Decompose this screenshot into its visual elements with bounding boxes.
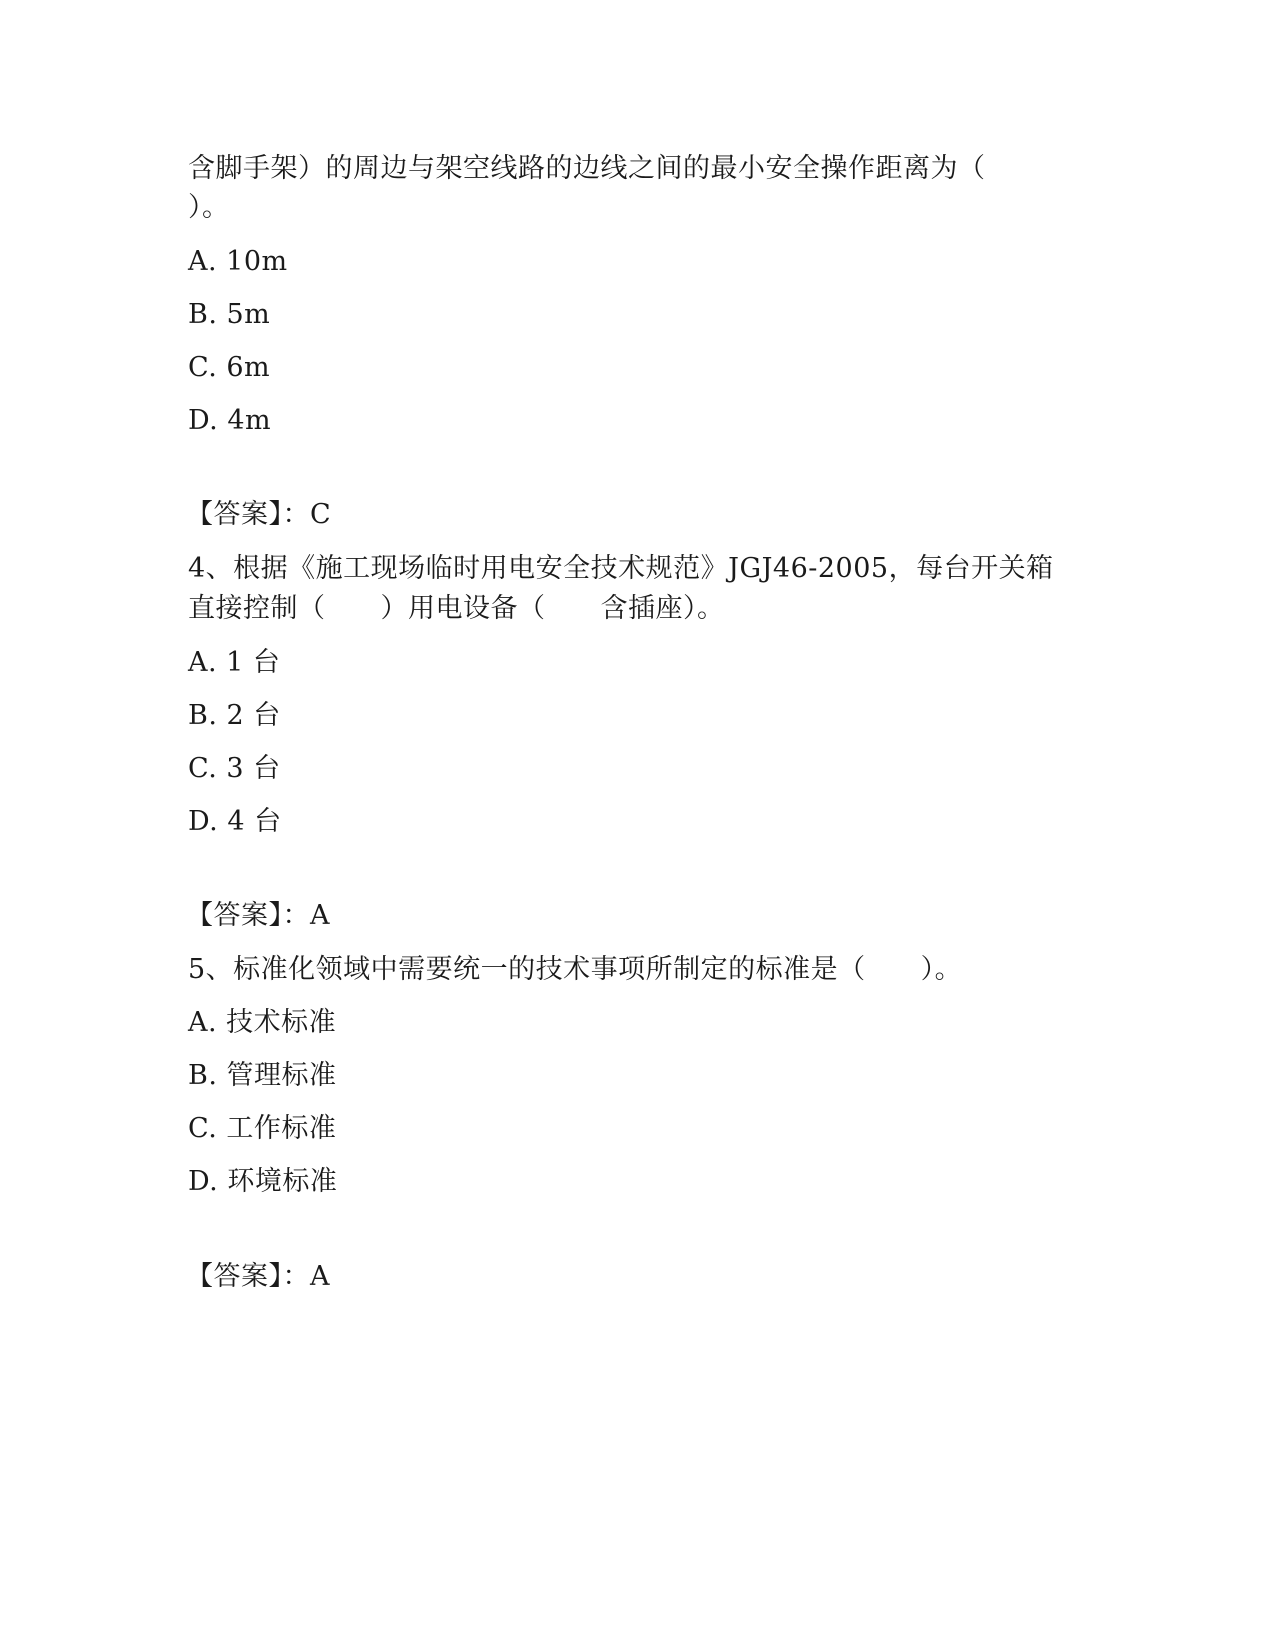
q4-option-a: A. 1 台 bbox=[188, 647, 281, 678]
q4-stem-line1: 4、根据《施工现场临时用电安全技术规范》JGJ46-2005，每台开关箱 bbox=[188, 553, 1054, 584]
q4-option-c: C. 3 台 bbox=[188, 753, 281, 784]
q4-answer: 【答案】：A bbox=[186, 900, 330, 931]
q5-option-b: B. 管理标准 bbox=[188, 1060, 337, 1091]
q4-stem-line2: 直接控制（ ）用电设备（ 含插座）。 bbox=[188, 593, 725, 624]
q4-option-d: D. 4 台 bbox=[188, 806, 282, 837]
q5-option-c: C. 工作标准 bbox=[188, 1113, 337, 1144]
q5-stem: 5、标准化领域中需要统一的技术事项所制定的标准是（ ）。 bbox=[188, 954, 963, 985]
q3-option-b: B. 5m bbox=[188, 299, 271, 330]
q5-option-d: D. 环境标准 bbox=[188, 1166, 338, 1197]
q3-option-d: D. 4m bbox=[188, 405, 272, 436]
q3-stem-line1: 含脚手架）的周边与架空线路的边线之间的最小安全操作距离为（ bbox=[188, 153, 986, 184]
q5-answer: 【答案】：A bbox=[186, 1261, 330, 1292]
q3-option-a: A. 10m bbox=[188, 246, 288, 277]
q3-answer: 【答案】：C bbox=[186, 499, 332, 530]
q3-option-c: C. 6m bbox=[188, 352, 271, 383]
q3-stem-line2: ）。 bbox=[188, 192, 230, 223]
q5-option-a: A. 技术标准 bbox=[188, 1007, 337, 1038]
q4-option-b: B. 2 台 bbox=[188, 700, 281, 731]
